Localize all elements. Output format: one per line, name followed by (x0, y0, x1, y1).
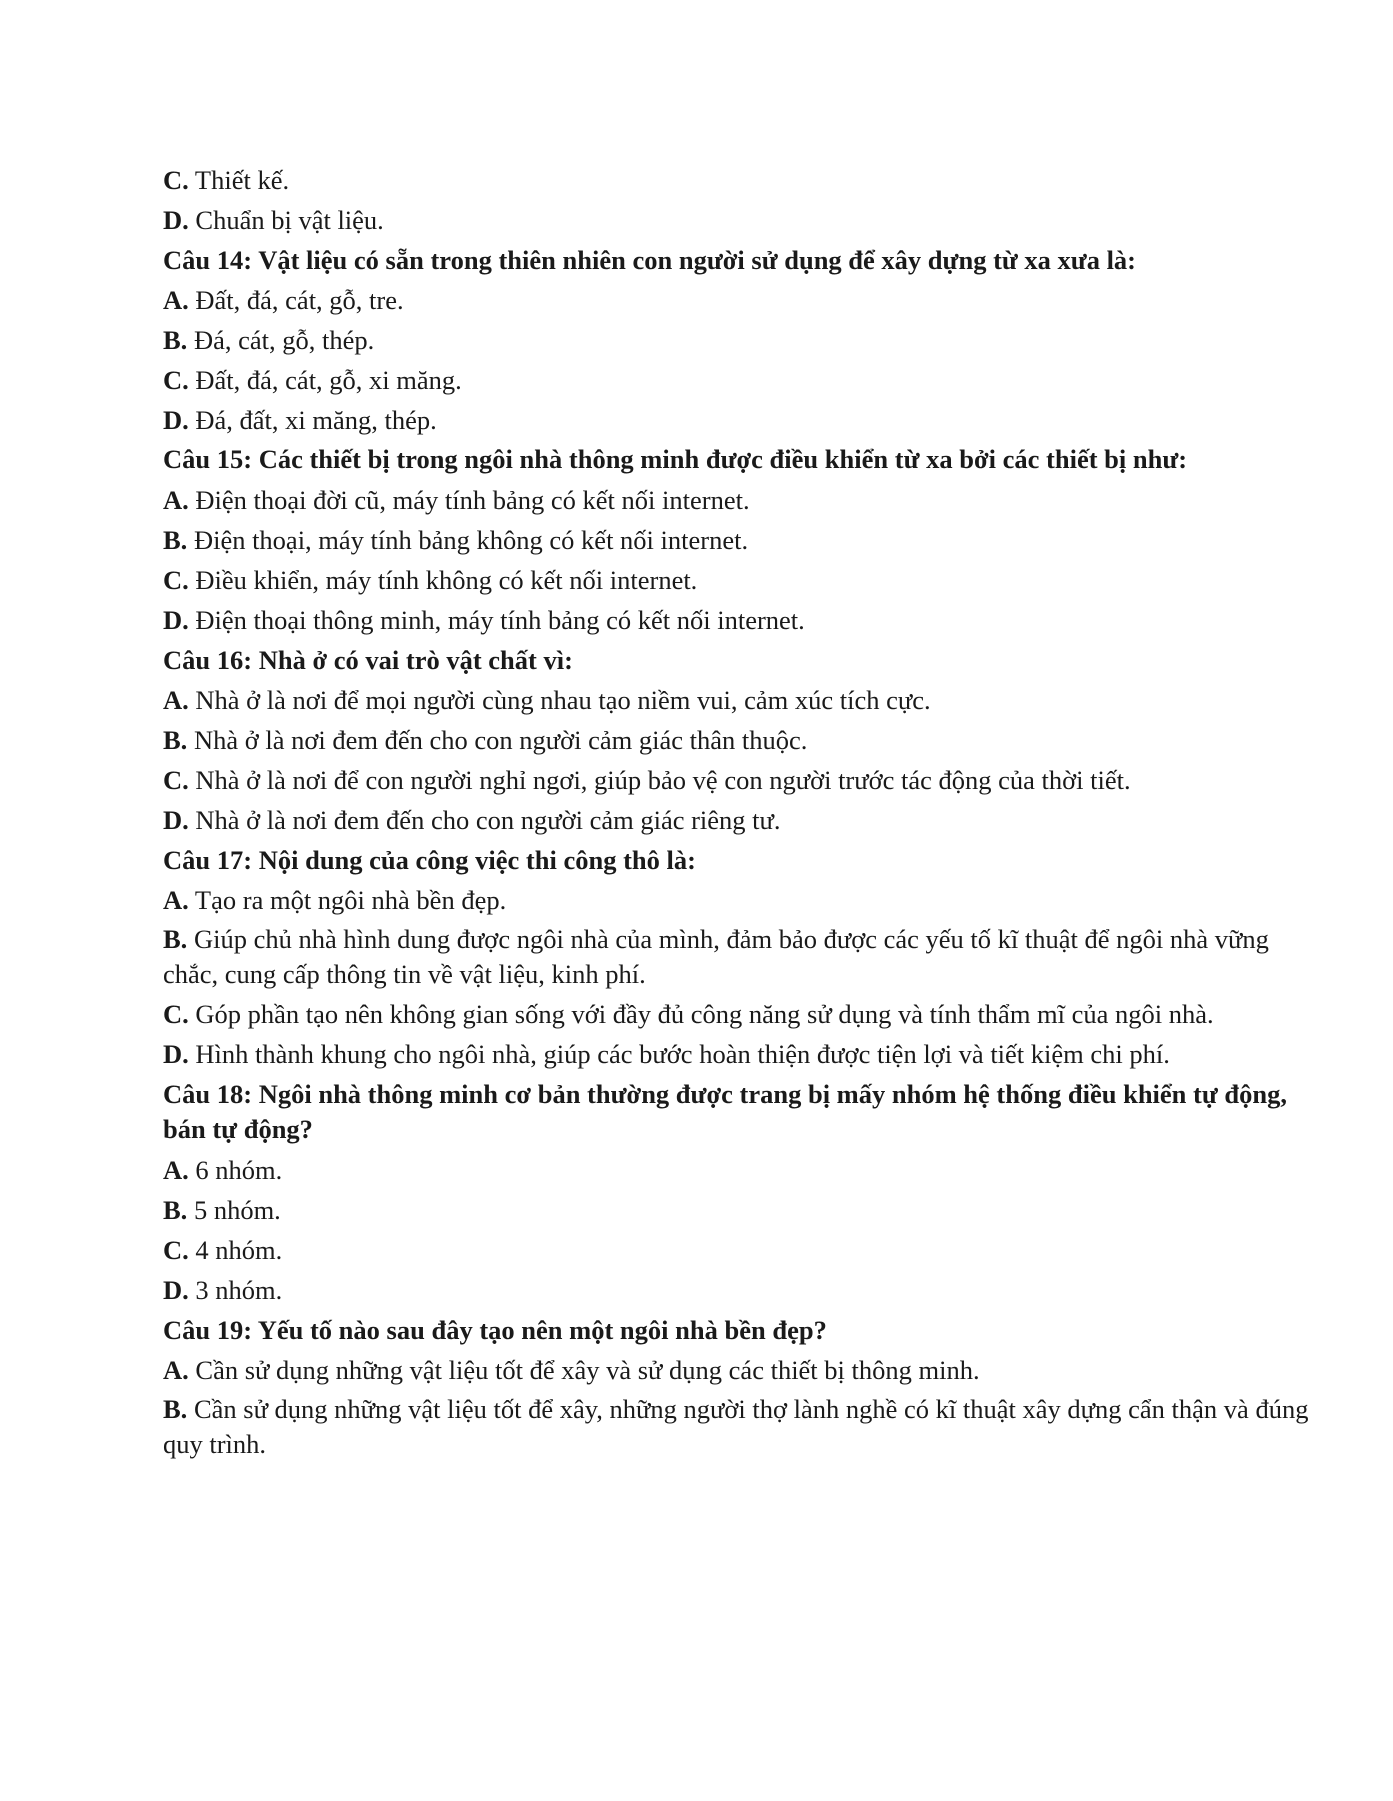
document-page (163, 160, 1313, 1465)
option-letter: D. (163, 1275, 189, 1305)
question-17-option-c (163, 995, 1313, 1035)
question-18-option-b (163, 1190, 1313, 1230)
option-text: 3 nhóm. (195, 1275, 283, 1305)
option-text: Góp phần tạo nên không gian sống với đầy đủ công năng sử dụng và tính thẩm mĩ của ngôi nhà. (195, 999, 1214, 1029)
question-18-title: Câu 18: Ngôi nhà thông minh cơ bản thường được trang bị mấy nhóm hệ thống điều khiển tự động, bán tự động? (163, 1079, 1287, 1144)
option-letter: A. (163, 285, 189, 315)
option-text: 4 nhóm. (195, 1235, 283, 1265)
option-letter: A. (163, 1355, 189, 1385)
question-16-option-b (163, 720, 1313, 760)
option-text: Đá, đất, xi măng, thép. (195, 405, 437, 435)
option-letter: C. (163, 365, 189, 395)
option-text: Đá, cát, gỗ, thép. (193, 325, 375, 355)
question-19-option-b (163, 1390, 1313, 1465)
question-18-option-a (163, 1150, 1313, 1190)
option-letter: A. (163, 1155, 189, 1185)
option-letter: C. (163, 1235, 189, 1265)
question-14-option-c (163, 360, 1313, 400)
question-14-option-a (163, 280, 1313, 320)
option-text: Nhà ở là nơi để mọi người cùng nhau tạo niềm vui, cảm xúc tích cực. (195, 685, 931, 715)
option-d (163, 200, 1313, 240)
option-c (163, 160, 1313, 200)
option-letter: C. (163, 165, 189, 195)
option-text: Nhà ở là nơi đem đến cho con người cảm giác riêng tư. (195, 805, 781, 835)
question-18-option-d (163, 1270, 1313, 1310)
question-15-title: Câu 15: Các thiết bị trong ngôi nhà thông minh được điều khiển từ xa bởi các thiết bị như: (163, 444, 1188, 474)
option-letter: B. (163, 725, 188, 755)
option-text: Thiết kế. (194, 165, 290, 195)
question-16-option-c (163, 760, 1313, 800)
question-16-option-a (163, 680, 1313, 720)
option-letter: D. (163, 1039, 189, 1069)
option-text: 6 nhóm. (195, 1155, 283, 1185)
option-letter: B. (163, 325, 188, 355)
question-17-title: Câu 17: Nội dung của công việc thi công thô là: (163, 845, 696, 875)
question-17-option-d (163, 1035, 1313, 1075)
option-text: Nhà ở là nơi để con người nghỉ ngơi, giúp bảo vệ con người trước tác động của thời tiết. (195, 765, 1131, 795)
question-14-title: Câu 14: Vật liệu có sẵn trong thiên nhiên con người sử dụng để xây dựng từ xa xưa là: (163, 245, 1137, 275)
option-text: Điện thoại thông minh, máy tính bảng có kết nối internet. (195, 605, 805, 635)
option-letter: B. (163, 924, 188, 954)
option-letter: A. (163, 485, 189, 515)
question-15-option-a (163, 480, 1313, 520)
option-letter: C. (163, 565, 189, 595)
option-text: Cần sử dụng những vật liệu tốt để xây, những người thợ lành nghề có kĩ thuật xây dựng cẩn thận và đúng quy trình. (163, 1394, 1309, 1459)
option-letter: B. (163, 525, 188, 555)
option-text: Hình thành khung cho ngôi nhà, giúp các bước hoàn thiện được tiện lợi và tiết kiệm chi phí. (195, 1039, 1170, 1069)
option-text: Điện thoại, máy tính bảng không có kết nối internet. (193, 525, 749, 555)
option-letter: D. (163, 805, 189, 835)
option-letter: D. (163, 605, 189, 635)
question-15-option-d (163, 600, 1313, 640)
question-18-option-c (163, 1230, 1313, 1270)
question-17-option-a (163, 880, 1313, 920)
question-17-option-b (163, 920, 1313, 995)
option-text: Tạo ra một ngôi nhà bền đẹp. (194, 885, 507, 915)
option-text: Cần sử dụng những vật liệu tốt để xây và sử dụng các thiết bị thông minh. (195, 1355, 980, 1385)
option-letter: C. (163, 999, 189, 1029)
option-text: Điện thoại đời cũ, máy tính bảng có kết nối internet. (195, 485, 750, 515)
option-text: Giúp chủ nhà hình dung được ngôi nhà của mình, đảm bảo được các yếu tố kĩ thuật để ngôi nhà vững chắc, cung cấp thông tin về vật liệu, kinh phí. (163, 924, 1269, 989)
option-letter: D. (163, 205, 189, 235)
option-text: 5 nhóm. (193, 1195, 281, 1225)
option-letter: B. (163, 1195, 188, 1225)
question-14-option-b (163, 320, 1313, 360)
option-text: Đất, đá, cát, gỗ, tre. (195, 285, 404, 315)
option-letter: B. (163, 1394, 188, 1424)
question-15-option-c (163, 560, 1313, 600)
option-text: Chuẩn bị vật liệu. (195, 205, 384, 235)
option-letter: D. (163, 405, 189, 435)
option-letter: A. (163, 885, 189, 915)
question-19-title: Câu 19: Yếu tố nào sau đây tạo nên một ngôi nhà bền đẹp? (163, 1315, 827, 1345)
question-19-option-a (163, 1350, 1313, 1390)
question-16-option-d (163, 800, 1313, 840)
question-15-option-b (163, 520, 1313, 560)
option-letter: A. (163, 685, 189, 715)
option-text: Điều khiển, máy tính không có kết nối internet. (195, 565, 698, 595)
option-text: Đất, đá, cát, gỗ, xi măng. (195, 365, 462, 395)
option-letter: C. (163, 765, 189, 795)
question-16-title: Câu 16: Nhà ở có vai trò vật chất vì: (163, 645, 573, 675)
option-text: Nhà ở là nơi đem đến cho con người cảm giác thân thuộc. (193, 725, 808, 755)
question-14-option-d (163, 400, 1313, 440)
